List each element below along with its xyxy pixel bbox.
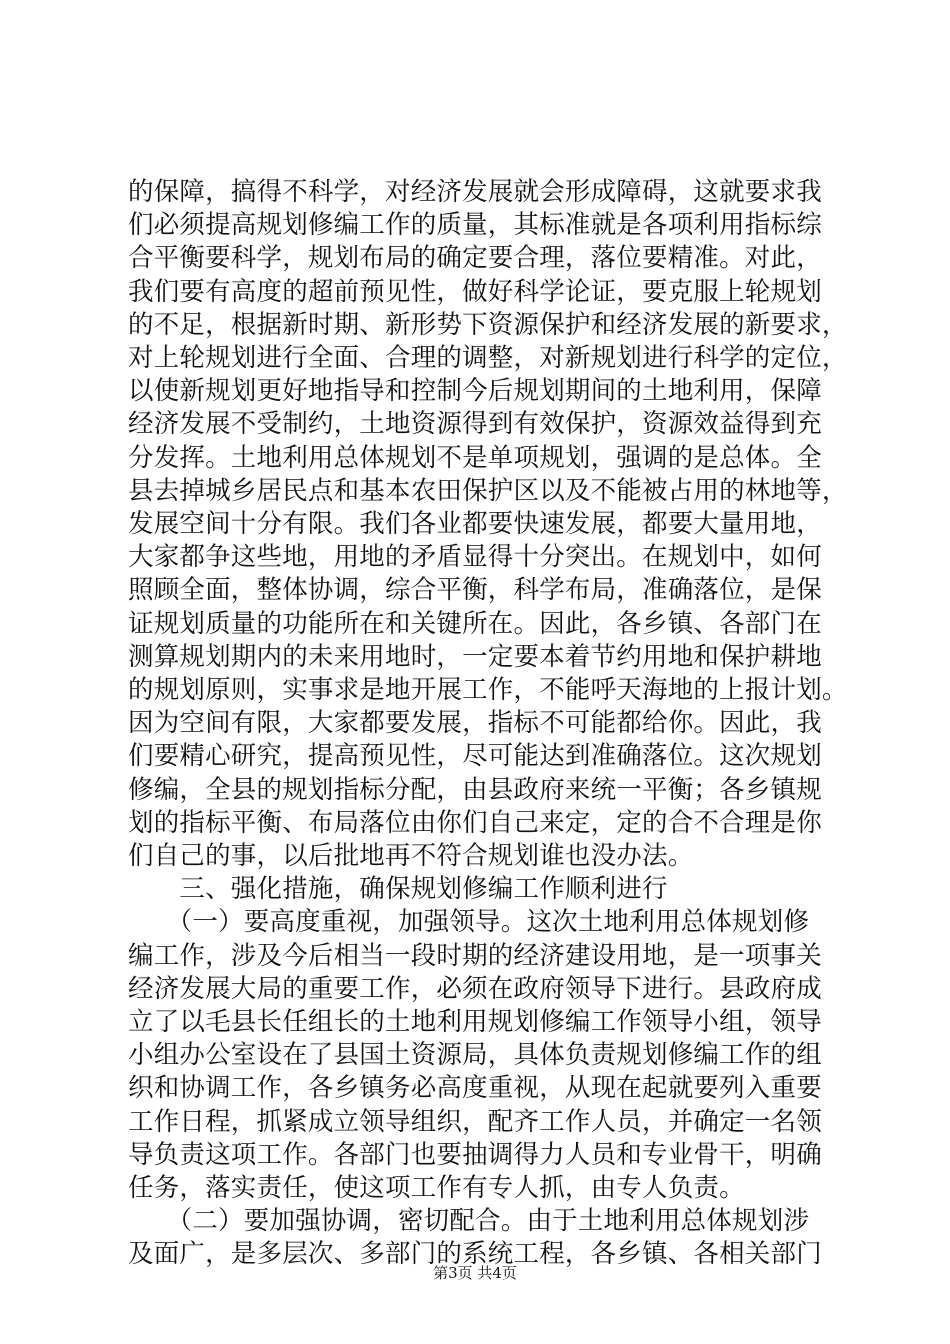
text-line: 照顾全面，整体协调，综合平衡，科学布局，准确落位，是保 (128, 575, 822, 606)
page-footer: 第3页 共4页 (433, 1264, 517, 1282)
text-line: 小组办公室设在了县国土资源局，具体负责规划修编工作的组 (128, 1040, 822, 1071)
text-line: 修编，全县的规划指标分配，由县政府来统一平衡；各乡镇规 (128, 774, 822, 805)
text-line: 发展空间十分有限。我们各业都要快速发展，都要大量用地， (128, 509, 822, 539)
text-line: 们要精心研究，提高预见性，尽可能达到准确落位。这次规划 (128, 741, 822, 772)
text-line: 的不足，根据新时期、新形势下资源保护和经济发展的新要求， (128, 309, 848, 340)
text-line: （二）要加强协调，密切配合。由于土地利用总体规划涉 (128, 1206, 810, 1237)
text-line: 我们要有高度的超前预见性，做好科学论证，要克服上轮规划 (128, 276, 822, 307)
text-line: 以使新规划更好地指导和控制今后规划期间的土地利用，保障 (128, 376, 822, 407)
text-line: 合平衡要科学，规划布局的确定要合理，落位要精准。对此， (128, 243, 822, 274)
text-line: 大家都争这些地，用地的矛盾显得十分突出。在规划中，如何 (128, 542, 822, 573)
text-line: 工作日程，抓紧成立领导组织，配齐工作人员，并确定一名领 (128, 1106, 822, 1137)
text-line: 们必须提高规划修编工作的质量，其标准就是各项利用指标综 (128, 210, 822, 241)
text-line: （一）要高度重视，加强领导。这次土地利用总体规划修 (128, 907, 810, 938)
text-line: 经济发展不受制约，土地资源得到有效保护，资源效益得到充 (128, 409, 822, 440)
text-line: 分发挥。土地利用总体规划不是单项规划，强调的是总体。全 (128, 442, 822, 473)
text-line: 导负责这项工作。各部门也要抽调得力人员和专业骨干，明确 (128, 1139, 822, 1170)
text-line: 证规划质量的功能所在和关键所在。因此，各乡镇、各部门在 (128, 608, 822, 639)
text-line: 编工作，涉及今后相当一段时期的经济建设用地，是一项事关 (128, 940, 822, 971)
text-line: 任务，落实责任，使这项工作有专人抓，由专人负责。 (128, 1173, 745, 1203)
text-line: 织和协调工作，各乡镇务必高度重视，从现在起就要列入重要 (128, 1073, 822, 1104)
text-line: 的规划原则，实事求是地开展工作，不能呼天海地的上报计划。 (128, 675, 848, 705)
text-line: 测算规划期内的未来用地时，一定要本着节约用地和保护耕地 (128, 641, 822, 672)
text-line: 因为空间有限，大家都要发展，指标不可能都给你。因此，我 (128, 708, 822, 739)
text-line: 划的指标平衡、布局落位由你们自己来定，定的合不合理是你 (128, 807, 822, 838)
text-line: 三、强化措施，确保规划修编工作顺利进行 (128, 874, 668, 905)
text-line: 们自己的事，以后批地再不符合规划谁也没办法。 (128, 841, 694, 871)
text-line: 经济发展大局的重要工作，必须在政府领导下进行。县政府成 (128, 973, 822, 1004)
text-line: 对上轮规划进行全面、合理的调整，对新规划进行科学的定位， (128, 343, 848, 373)
text-line: 立了以毛县长任组长的土地利用规划修编工作领导小组，领导 (128, 1007, 822, 1037)
text-line: 及面广，是多层次、多部门的系统工程，各乡镇、各相关部门 (128, 1239, 822, 1270)
text-line: 县去掉城乡居民点和基本农田保护区以及不能被占用的林地等， (128, 475, 848, 506)
text-line: 的保障，搞得不科学，对经济发展就会形成障碍，这就要求我 (128, 177, 822, 207)
